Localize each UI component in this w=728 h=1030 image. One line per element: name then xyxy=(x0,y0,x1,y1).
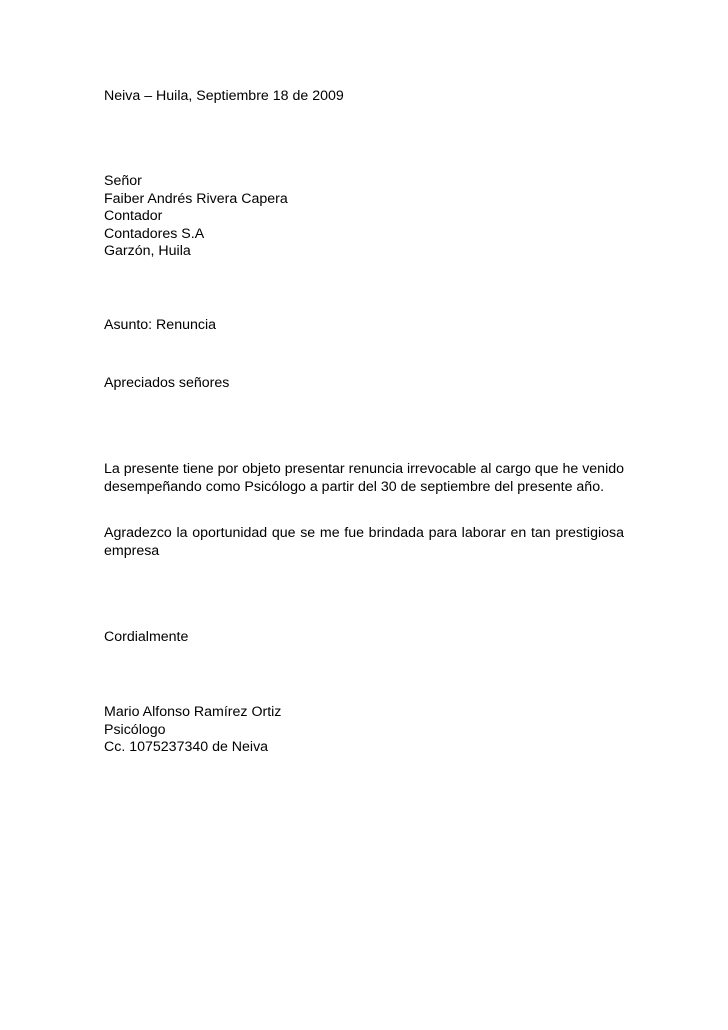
signature-name: Mario Alfonso Ramírez Ortiz xyxy=(104,704,282,720)
body-paragraph-2: Agradezco la oportunidad que se me fue brindada para laborar en tan prestigiosa empresa xyxy=(104,525,624,559)
body-paragraph-1: La presente tiene por objeto presentar renuncia irrevocable al cargo que he venido desempeñando como Psicólogo a partir del 30 de septiembre del presente año. xyxy=(104,461,624,495)
recipient-block xyxy=(104,173,288,261)
recipient-city: Garzón, Huila xyxy=(104,243,191,260)
recipient-name: Faiber Andrés Rivera Capera xyxy=(104,190,288,207)
closing-line: Cordialmente xyxy=(104,629,189,645)
recipient-company: Contadores S.A xyxy=(104,225,205,242)
recipient-salutation-title: Señor xyxy=(104,173,142,189)
recipient-position: Contador xyxy=(104,208,163,225)
signature-title: Psicólogo xyxy=(104,721,166,738)
signature-block xyxy=(104,704,281,757)
greeting-line: Apreciados señores xyxy=(104,375,230,391)
signature-id-line: Cc. 1075237340 de Neiva xyxy=(104,739,269,756)
subject-line: Asunto: Renuncia xyxy=(104,317,216,333)
place-date-line: Neiva – Huila, Septiembre 18 de 2009 xyxy=(104,88,344,104)
